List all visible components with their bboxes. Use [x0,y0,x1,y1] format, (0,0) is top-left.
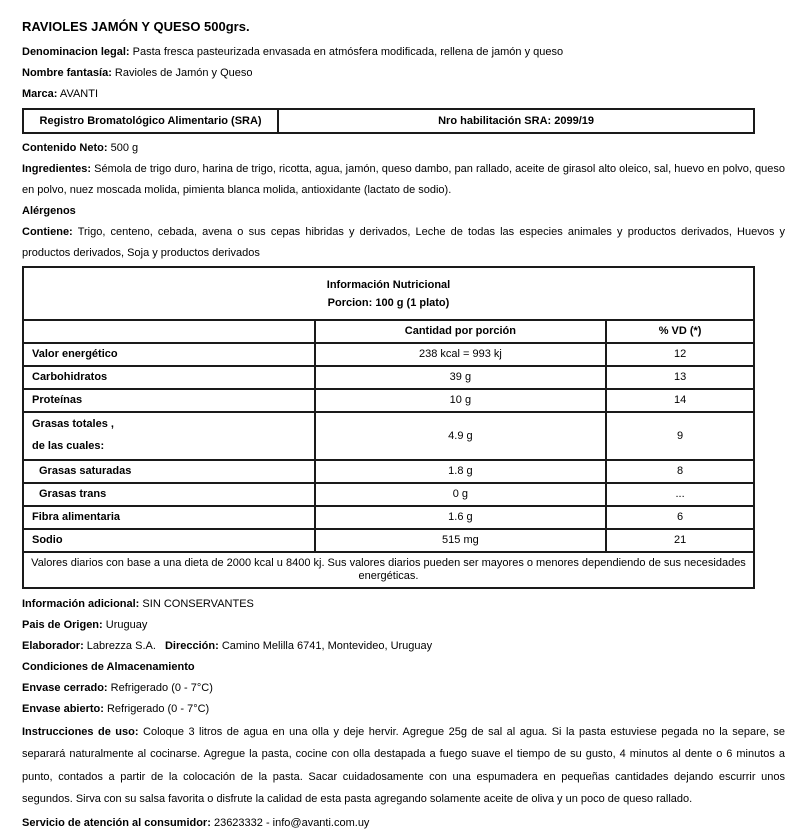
registry-table [22,108,755,134]
row-label: Grasas trans [24,484,316,505]
registry-cell-habilitacion: Nro habilitación SRA: 2099/19 [438,115,594,127]
field-elaborador [22,636,785,657]
table-row-grasas-totales [24,413,753,461]
table-row-grasas-trans [24,484,753,507]
nutrition-header-empty [24,321,316,342]
contenido-label: Contenido Neto: [22,142,108,154]
field-contenido-neto [22,138,785,159]
row-label-line1: Grasas totales , [32,418,114,430]
alergenos-heading: Alérgenos [22,205,76,217]
direccion-label: Dirección: [164,640,219,652]
nutrition-header-amount: Cantidad por porción [316,321,608,342]
elaborador-value: Labrezza S.A. [86,640,156,652]
direccion-value: Camino Melilla 6741, Montevideo, Uruguay [221,640,433,652]
field-denominacion-legal [22,42,785,63]
row-label [24,413,316,459]
abierto-value: Refrigerado (0 - 7°C) [106,703,210,715]
ingredientes-label: Ingredientes: [22,163,92,175]
field-ingredientes [22,159,785,201]
abierto-label: Envase abierto: [22,703,104,715]
table-row-sodio [24,530,753,553]
origen-label: Pais de Origen: [22,619,103,631]
nutrition-title: Información Nutricional [326,279,451,291]
field-envase-cerrado [22,678,785,699]
nutrition-header-vd: % VD (*) [658,325,702,337]
nutrition-footnote: Valores diarios con base a una dieta de 2000 kcal u 8400 kj. Sus valores diarios pueden ser mayores o menores dependiendo de sus necesidades energéticas. [31,557,746,582]
row-label: Proteínas [24,390,316,411]
row-amount: 515 mg [316,530,608,551]
field-envase-abierto [22,699,785,720]
field-servicio-atencion [22,812,785,834]
table-row-carbohidratos [24,367,753,390]
adicional-value: SIN CONSERVANTES [142,598,254,610]
table-row-valor-energetico [24,344,753,367]
servicio-label: Servicio de atención al consumidor: [22,816,211,829]
marca-label: Marca: [22,88,58,100]
nutrition-portion: Porcion: 100 g (1 plato) [327,297,450,309]
cerrado-value: Refrigerado (0 - 7°C) [110,682,213,694]
origen-value: Uruguay [105,619,148,631]
row-amount: 1.6 g [316,507,608,528]
field-informacion-adicional [22,594,785,615]
row-vd: 13 [673,371,687,383]
page-title: RAVIOLES JAMÓN Y QUESO 500grs. [22,19,250,34]
field-instrucciones [22,721,785,811]
row-label: Grasas saturadas [24,461,316,482]
row-amount: 0 g [316,484,608,505]
marca-value: AVANTI [59,88,99,100]
contiene-value: Trigo, centeno, cebada, avena o sus cepas hibridas y derivados, Leche de todas las especies animales y productos derivados, Huevos y productos derivados, Soja y productos derivados [22,226,785,259]
row-amount: 4.9 g [316,413,608,459]
row-label: Carbohidratos [24,367,316,388]
ingredientes-value: Sémola de trigo duro, harina de trigo, ricotta, agua, jamón, queso dambo, pan rallado, aceite de girasol alto oleico, sal, huevo en polvo, queso en polvo, nuez moscada molida, pimienta blanca molida, antioxidante (lactato de sodio). [22,163,785,196]
elaborador-label: Elaborador: [22,640,84,652]
field-marca [22,84,785,105]
almacenamiento-heading: Condiciones de Almacenamiento [22,661,195,673]
row-amount: 238 kcal = 993 kj [316,344,608,365]
row-label: Valor energético [24,344,316,365]
table-row-proteinas [24,390,753,413]
nutrition-header-row [24,321,753,344]
row-label: Sodio [24,530,316,551]
row-amount: 39 g [316,367,608,388]
registry-cell-registro: Registro Bromatológico Alimentario (SRA) [24,110,279,132]
field-pais-origen [22,615,785,636]
row-vd: 9 [677,429,684,442]
row-vd: 14 [673,394,687,406]
cerrado-label: Envase cerrado: [22,682,108,694]
fantasia-value: Ravioles de Jamón y Queso [114,67,253,79]
product-label-document [22,16,785,834]
instrucciones-value: Coloque 3 litros de agua en una olla y deje hervir. Agregue 25g de sal al agua. Si la pasta estuviese pegada no la separe, se separará naturalmente al cocinarse. Agregue la pasta, cocine con olla destapada a fuego suave el tiempo de su gusto, 4 minutos al dente o 6 minutos a punto, contados a partir de la colocación de la pasta. Sacar cuidadosamente con una espumadera en pequeñas cantidades dejando escurrir unos segundos. Sirva con su salsa favorita o disfrute la calidad de esta pasta agregando solamente aceite de oliva y un poco de queso rallado. [22,726,785,806]
instrucciones-label: Instrucciones de uso: [22,726,139,738]
row-amount: 10 g [316,390,608,411]
row-vd: 21 [673,534,687,546]
field-contiene [22,222,785,264]
table-row-fibra-alimentaria [24,507,753,530]
adicional-label: Información adicional: [22,598,140,610]
nutrition-table-title-cell [24,268,753,321]
row-vd: ... [675,488,685,500]
row-vd: 8 [677,465,684,477]
row-label-line2: de las cuales: [32,440,105,452]
row-vd: 6 [677,511,684,523]
row-vd: 12 [673,348,687,360]
denominacion-label: Denominacion legal: [22,46,130,58]
field-nombre-fantasia [22,63,785,84]
servicio-value: 23623332 - info@avanti.com.uy [213,816,370,829]
row-amount: 1.8 g [316,461,608,482]
contiene-label: Contiene: [22,226,73,238]
nutrition-table [22,266,755,589]
contenido-value: 500 g [110,142,139,154]
table-row-grasas-saturadas [24,461,753,484]
fantasia-label: Nombre fantasía: [22,67,112,79]
row-label: Fibra alimentaria [24,507,316,528]
denominacion-value: Pasta fresca pasteurizada envasada en atmósfera modificada, rellena de jamón y queso [132,46,564,58]
